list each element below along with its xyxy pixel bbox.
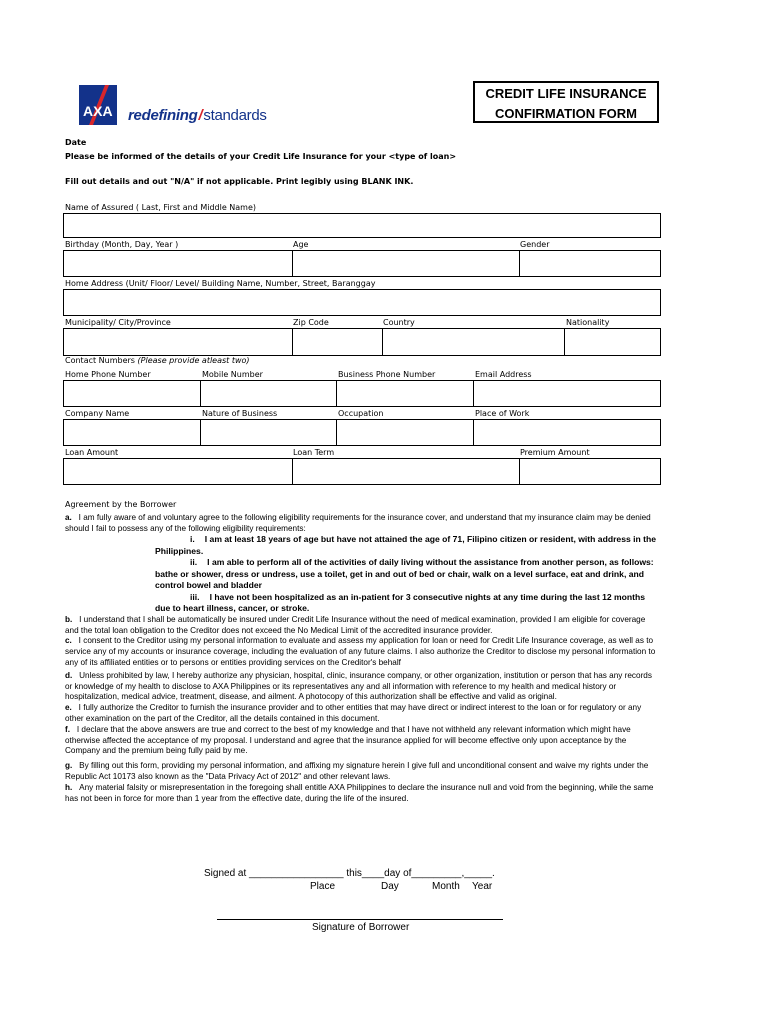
signature-line[interactable]: [217, 919, 503, 920]
nationality-label: Nationality: [566, 318, 610, 327]
requirement-ii: [155, 557, 659, 592]
loan-amount-field[interactable]: [63, 458, 292, 485]
signed-at-line: Signed at _________________ this____day of_________,_____.: [204, 868, 495, 879]
clause-h-label: h.: [65, 782, 73, 792]
tagline-slash: /: [198, 107, 203, 124]
age-field[interactable]: [292, 250, 519, 277]
requirement-i: [155, 534, 659, 557]
clause-b: [65, 615, 659, 637]
agreement-section: [65, 500, 659, 804]
name-field[interactable]: [63, 213, 661, 238]
mobile-field[interactable]: [200, 380, 336, 407]
zip-label: Zip Code: [293, 318, 329, 327]
occupation-field[interactable]: [336, 419, 473, 446]
requirement-iii-text: I have not been hospitalized as an in-patient for 3 consecutive nights at any time during the last 12 months due to heart illness, cancer, or stroke.: [155, 591, 646, 614]
contact-heading-label: Contact Numbers: [65, 356, 135, 365]
company-label: Company Name: [65, 409, 130, 418]
age-label: Age: [293, 240, 309, 249]
mobile-label: Mobile Number: [202, 370, 263, 379]
email-label: Email Address: [475, 370, 532, 379]
municipality-field[interactable]: [63, 328, 292, 356]
clause-d-label: d.: [65, 670, 73, 680]
requirement-ii-num: ii.: [190, 557, 198, 568]
loan-term-label: Loan Term: [293, 448, 335, 457]
clause-b-label: b.: [65, 614, 73, 624]
form-title-line2: CONFIRMATION FORM: [494, 106, 638, 121]
company-field[interactable]: [63, 419, 200, 446]
tagline: [128, 107, 267, 124]
nature-label: Nature of Business: [202, 409, 278, 418]
tagline-part2: standards: [203, 107, 267, 124]
axa-logo: [79, 85, 117, 125]
axa-logo-icon: [79, 85, 117, 125]
clause-b-text: I understand that I shall be automatically be insured under Credit Life Insurance without the need of medical examination, provided I am eligible for coverage and the total loan obligation to the Creditor does not exceed the No Medical Limit of the accredited insurance provider.: [65, 614, 646, 635]
email-field[interactable]: [473, 380, 661, 407]
requirement-iii: [155, 592, 659, 615]
country-field[interactable]: [382, 328, 564, 356]
clause-a-text: I am fully aware of and voluntary agree to the following eligibility requirements for the insurance cover, and understand that my insurance claim may be denied should I fail to possess any of the following eligibility requirements:: [65, 512, 651, 533]
home-phone-label: Home Phone Number: [65, 370, 151, 379]
home-phone-field[interactable]: [63, 380, 200, 407]
country-label: Country: [383, 318, 415, 327]
requirement-ii-text: I am able to perform all of the activities of daily living without the assistance from another person, as follows: bathe or shower, dress or undress, use a toilet, get in and out of bed or chair, walk on a level surface, eat and drink, and control bowel and bladder: [155, 557, 654, 591]
clause-d: [65, 671, 659, 703]
clause-g-text: By filling out this form, providing my personal information, and affixing my signature herein I give full and unconditional consent and waive my rights under the Republic Act 10173 also known as the "Data Privacy Act of 2012" and other relevant laws.: [65, 761, 649, 782]
requirement-i-num: i.: [190, 534, 195, 545]
birthday-label: Birthday (Month, Day, Year ): [65, 240, 179, 249]
tagline-part1: redefining: [128, 107, 198, 124]
clause-c: [65, 636, 659, 668]
instruction-text: Fill out details and out "N/A" if not applicable. Print legibly using BLANK INK.: [65, 177, 414, 186]
clause-a: [65, 513, 659, 535]
address-label: Home Address (Unit/ Floor/ Level/ Building Name, Number, Street, Baranggay: [65, 279, 376, 288]
nationality-field[interactable]: [564, 328, 661, 356]
place-of-work-field[interactable]: [473, 419, 661, 446]
requirement-iii-num: iii.: [190, 591, 200, 602]
birthday-field[interactable]: [63, 250, 292, 277]
day-caption: Day: [381, 881, 399, 892]
clause-f-text: I declare that the above answers are true and correct to the best of my knowledge and that I have not withheld any relevant information which might have otherwise affected the acceptance of my proposal. I understand and agree that the insurance applied for will become effective only upon acceptance by the Company and the premium being fully paid by me.: [65, 724, 631, 756]
clause-e-label: e.: [65, 703, 72, 713]
place-of-work-label: Place of Work: [475, 409, 530, 418]
svg-text:AXA: AXA: [83, 103, 113, 119]
clause-h: [65, 783, 659, 805]
clause-d-text: Unless prohibited by law, I hereby authorize any physician, hospital, clinic, insurance company, or other organization, institution or person that has any records or knowledge of my health to disclose to AXA Philippines or its representatives any and all information with reference to my health and medical history or hospitalization, medical advice, treatment, disease, and ailment. A photocopy of this authorization shall be effective and valid as original.: [65, 670, 652, 702]
place-caption: Place: [310, 881, 336, 892]
year-caption: Year: [472, 881, 493, 892]
municipality-label: Municipality/ City/Province: [65, 318, 171, 327]
clause-f: [65, 725, 659, 757]
month-caption: Month: [432, 881, 460, 892]
date-label: Date: [65, 138, 87, 147]
clause-e: [65, 703, 659, 725]
premium-field[interactable]: [519, 458, 661, 485]
clause-e-text: I fully authorize the Creditor to furnish the insurance provider and to other entities that may have direct or indirect interest to the loan or for regulatory or any other examination on the part of the Creditor, all the details contained in this document.: [65, 703, 642, 724]
agreement-heading: Agreement by the Borrower: [65, 500, 177, 509]
occupation-label: Occupation: [338, 409, 384, 418]
business-phone-field[interactable]: [336, 380, 473, 407]
clause-h-text: Any material falsity or misrepresentation in the foregoing shall entitle AXA Philippines to declare the insurance null and void from the beginning, while the same has not been in force for more than 1 year from the effective date, during the life of the insured.: [65, 782, 654, 803]
form-title: [473, 81, 659, 123]
requirement-i-text: I am at least 18 years of age but have not attained the age of 71, Filipino citizen or resident, with address in the Philippines.: [155, 534, 657, 556]
clause-f-label: f.: [65, 724, 71, 734]
zip-field[interactable]: [292, 328, 382, 356]
contact-note: (Please provide atleast two): [137, 356, 250, 365]
informed-text: Please be informed of the details of your Credit Life Insurance for your <type of loan>: [65, 152, 457, 161]
clause-c-label: c.: [65, 636, 72, 646]
loan-amount-label: Loan Amount: [65, 448, 119, 457]
signature-label: Signature of Borrower: [312, 922, 410, 933]
gender-field[interactable]: [519, 250, 661, 277]
clause-g: [65, 761, 659, 783]
nature-field[interactable]: [200, 419, 336, 446]
premium-label: Premium Amount: [520, 448, 590, 457]
name-label: Name of Assured ( Last, First and Middle Name): [65, 203, 257, 212]
clause-g-label: g.: [65, 761, 73, 771]
loan-term-field[interactable]: [292, 458, 519, 485]
address-field[interactable]: [63, 289, 661, 316]
gender-label: Gender: [520, 240, 550, 249]
clause-a-label: a.: [65, 512, 72, 522]
clause-c-text: I consent to the Creditor using my personal information to evaluate and assess my application for loan or need for Credit Life Insurance coverage, as well as to service any of my accounts or insurance coverage, including the evaluation of any future claims. I also authorize the Creditor to disclose my personal information to any of its affiliated entities or to persons or entities providing services on the Creditor's behalf: [65, 636, 656, 668]
form-title-line1: CREDIT LIFE INSURANCE: [485, 86, 647, 101]
contact-heading: [65, 356, 250, 365]
business-phone-label: Business Phone Number: [338, 370, 436, 379]
